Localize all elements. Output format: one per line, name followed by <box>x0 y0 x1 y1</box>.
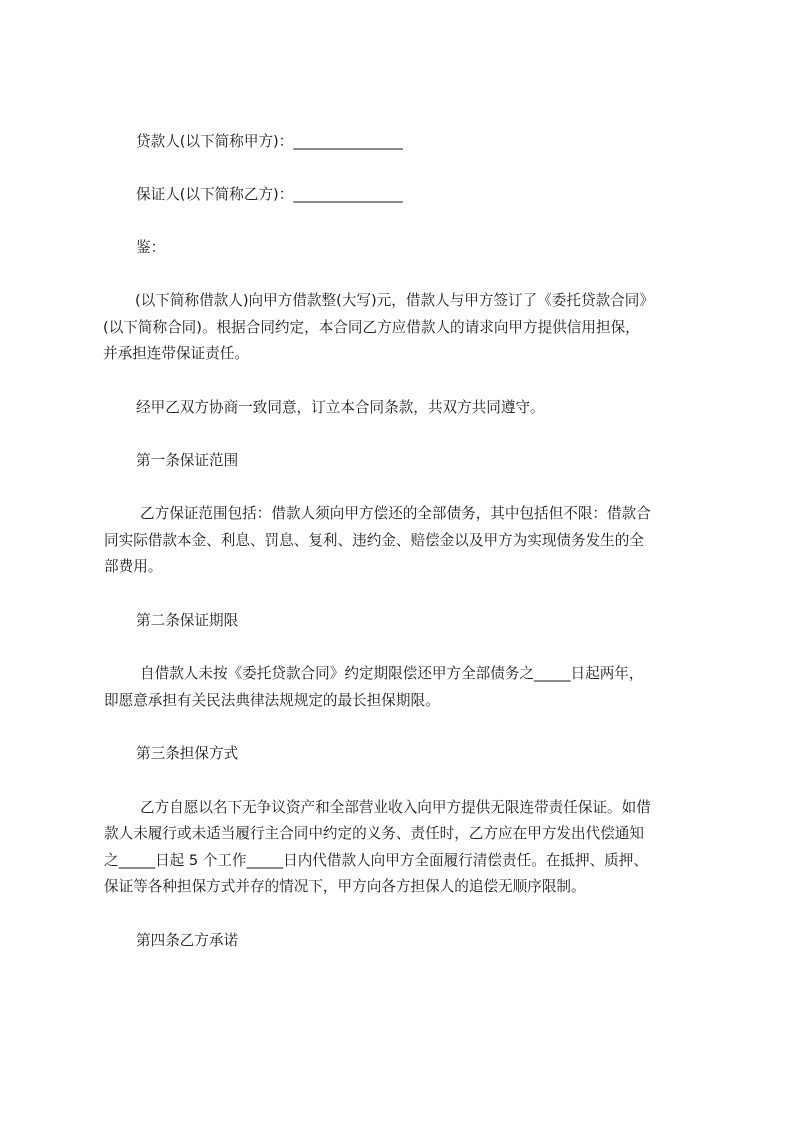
article3-title: 第三条担保方式 <box>136 745 239 762</box>
article2-title: 第二条保证期限 <box>136 612 239 629</box>
article2-line-1: 自借款人未按《委托贷款合同》约定期限偿还甲方全部债务之_____日起两年， <box>140 665 644 682</box>
article1-title: 第一条保证范围 <box>136 452 239 469</box>
article1-line-1: 乙方保证范围包括：借款人须向甲方偿还的全部债务，其中包括但不限：借款合 <box>140 505 651 522</box>
intro-line-1: (以下简称借款人)向甲方借款整(大写)元，借款人与甲方签订了《委托贷款合同》 <box>135 292 654 309</box>
article2-line-2: 即愿意承担有关民法典律法规规定的最长担保期限。 <box>104 692 440 709</box>
article3-line-4: 保证等各种担保方式并存的情况下，甲方向各方担保人的追偿无顺序限制。 <box>104 878 586 895</box>
article3-line-3: 之_____日起 5 个工作_____日内代借款人向甲方全面履行清偿责任。在抵押、质押、 <box>104 852 648 869</box>
lender-line: 贷款人(以下简称甲方)：_______________ <box>136 133 403 150</box>
intro-line-2: (以下简称合同)。根据合同约定，本合同乙方应借款人的请求向甲方提供信用担保， <box>103 319 640 336</box>
intro-line-3: 并承担连带保证责任。 <box>103 345 249 362</box>
article1-line-2: 同实际借款本金、利息、罚息、复利、违约金、赔偿金以及甲方为实现债务发生的全 <box>104 532 644 549</box>
article3-line-2: 款人未履行或未适当履行主合同中约定的义务、责任时，乙方应在甲方发出代偿通知 <box>104 825 644 842</box>
article1-line-3: 部费用。 <box>104 558 163 575</box>
article3-line-1: 乙方自愿以名下无争议资产和全部营业收入向甲方提供无限连带责任保证。如借 <box>140 799 651 816</box>
article4-title: 第四条乙方承诺 <box>136 932 239 949</box>
guarantor-line: 保证人(以下简称乙方)：_______________ <box>136 186 403 203</box>
whereas-heading: 鉴： <box>136 239 166 256</box>
agreement-line: 经甲乙双方协商一致同意，订立本合同条款，共双方共同遵守。 <box>136 399 545 416</box>
